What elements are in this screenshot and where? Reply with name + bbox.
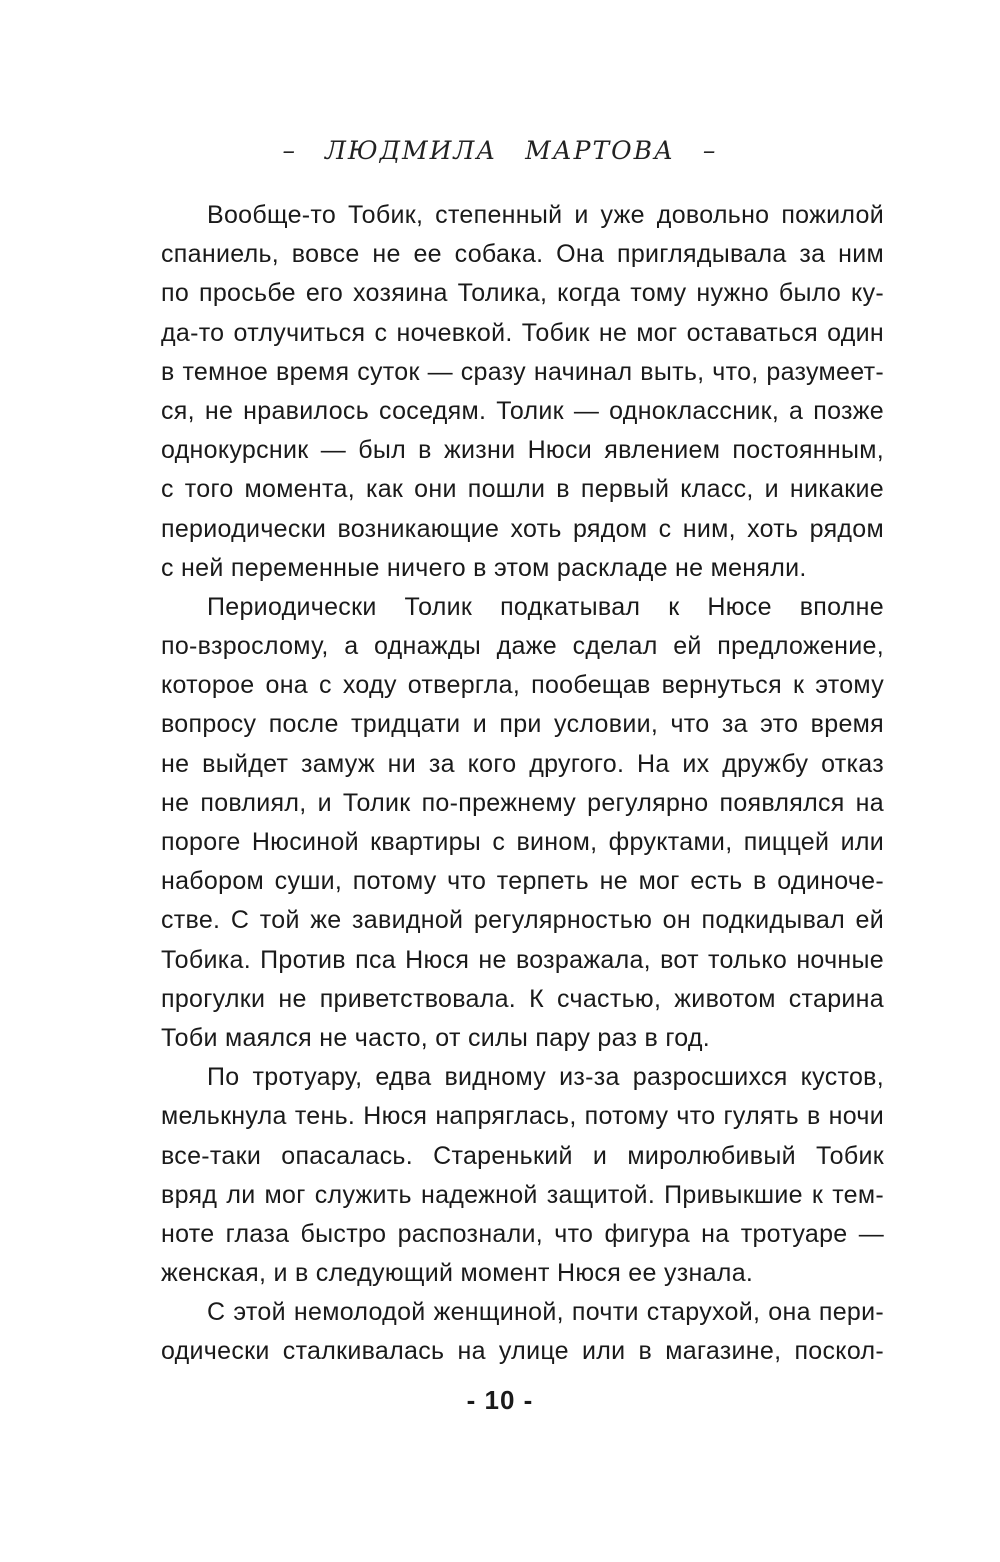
paragraph-3-line-1: По тротуару, едва видному из-за разросшихся кустов, [207,1063,884,1092]
paragraph-1-line-1: Вообще-то Тобик, степенный и уже довольно пожилой [207,201,884,229]
paragraph-1-line-7: однокурсник — был в жизни Нюси явлением постоянным, [161,436,884,465]
paragraph-2-line-2: по-взрослому, а однажды даже сделал ей предложение, [161,632,884,661]
running-head: – ЛЮДМИЛА МАРТОВА – [282,136,718,165]
page-number: - 10 - [466,1385,534,1415]
paragraph-1-line-10: с ней переменные ничего в этом раскладе не меняли. [161,553,807,582]
paragraph-1-line-2: спаниель, вовсе не ее собака. Она приглядывала за ним [161,240,884,269]
paragraph-3-line-6: женская, и в следующий момент Нюся ее узнала. [161,1259,754,1288]
paragraph-2-line-8: набором суши, потому что терпеть не мог есть в одиноче- [161,867,884,896]
paragraph-2-line-12: Тоби маялся не часто, от силы пару раз в год. [161,1023,711,1052]
paragraph-3-line-2: мелькнула тень. Нюся напряглась, потому что гулять в ночи [161,1102,884,1131]
paragraph-1-line-5: в темное время суток — сразу начинал выть, что, разумеет- [161,357,884,386]
paragraph-2-line-1: Периодически Толик подкатывал к Нюсе вполне [207,592,884,621]
paragraph-4-line-2: одически сталкивалась на улице или в магазине, поскол- [161,1337,884,1366]
paragraph-2-line-10: Тобика. Против пса Нюся не возражала, вот только ночные [161,945,884,974]
paragraph-1-line-9: периодически возникающие хоть рядом с ним, хоть рядом [161,514,884,543]
paragraph-1-line-4: да-то отлучиться с ночевкой. Тобик не мог оставаться один [161,318,884,347]
paragraph-1-line-8: с того момента, как они пошли в первый класс, и никакие [161,475,884,504]
paragraph-2-line-4: вопросу после тридцати и при условии, что за это время [161,710,884,739]
paragraph-1-line-3: по просьбе его хозяина Толика, когда тому нужно было ку- [161,279,884,308]
paragraph-3-line-5: ноте глаза быстро распознали, что фигура на тротуаре — [161,1219,884,1248]
paragraph-2-line-3: которое она с ходу отвергла, пообещав вернуться к этому [161,671,884,700]
paragraph-2-line-6: не повлиял, и Толик по-прежнему регулярно появлялся на [161,788,884,817]
paragraph-2-line-7: пороге Нюсиной квартиры с вином, фруктами, пиццей или [161,828,884,856]
paragraph-1-line-6: ся, не нравилось соседям. Толик — одноклассник, а позже [161,396,884,425]
paragraph-4-line-1: С этой немолодой женщиной, почти старухой, она пери- [207,1298,884,1327]
paragraph-2-line-11: прогулки не приветствовала. К счастью, животом старина [161,984,884,1013]
paragraph-3-line-4: вряд ли мог служить надежной защитой. Привыкшие к тем- [161,1180,884,1209]
paragraph-2-line-5: не выйдет замуж ни за кого другого. На их дружбу отказ [161,749,884,778]
paragraph-3-line-3: все-таки опасалась. Старенький и миролюбивый Тобик [161,1141,884,1170]
body-text [161,196,884,1372]
paragraph-2-line-9: стве. С той же завидной регулярностью он подкидывал ей [161,906,884,935]
